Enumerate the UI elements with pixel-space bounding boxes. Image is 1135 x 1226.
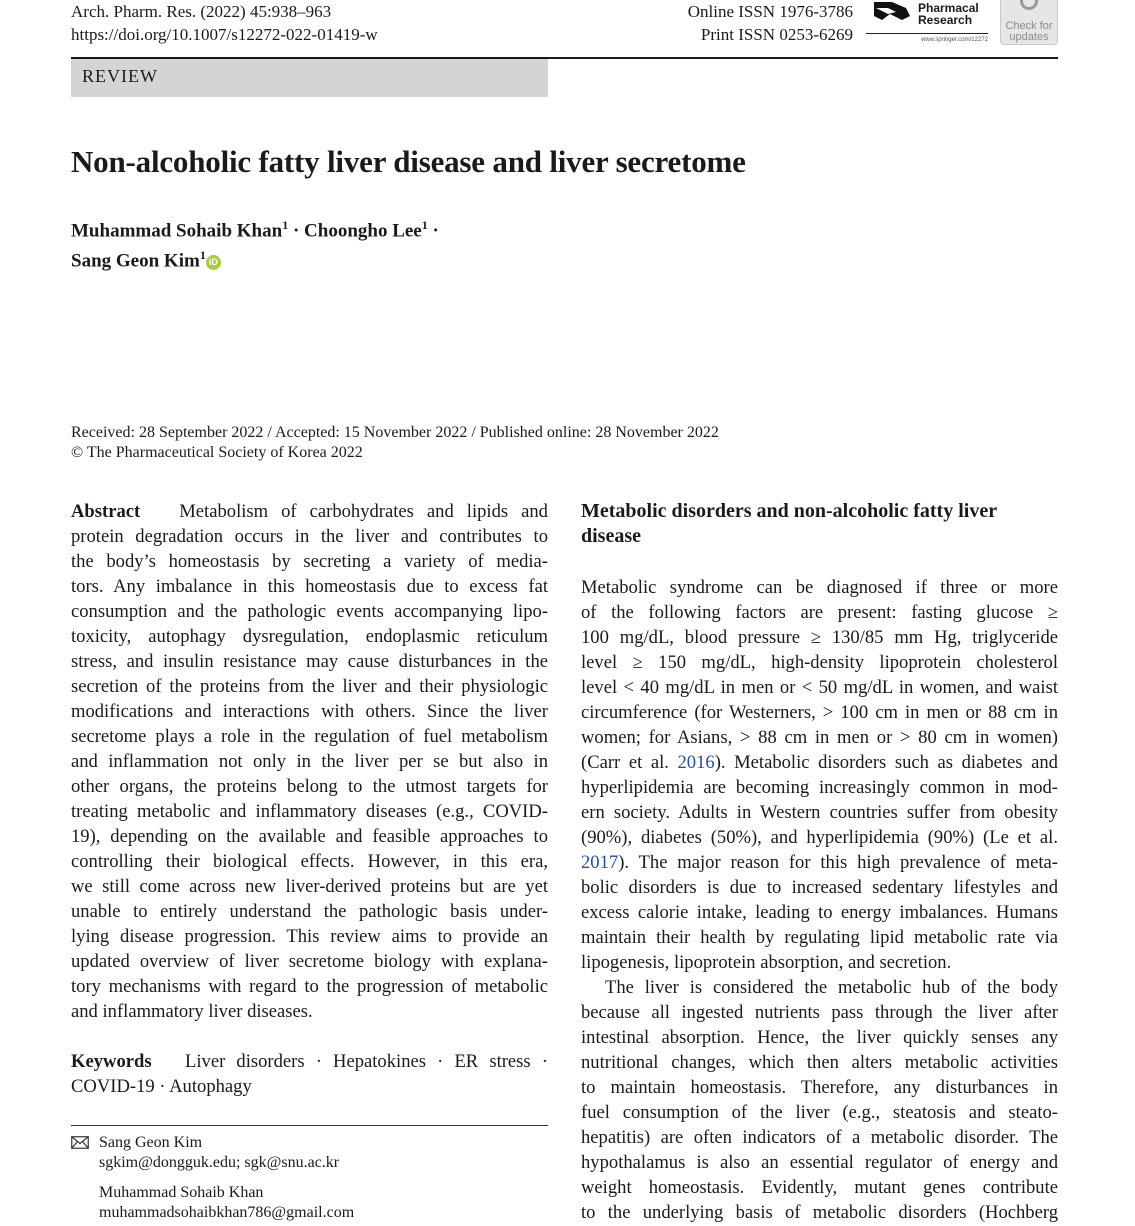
abstract-line: protein degradation occurs in the liver and contributes to: [71, 526, 548, 547]
abstract-line: other organs, the proteins belong to the utmost targets for: [71, 776, 548, 797]
body-line: bolic disorders is due to increased sedentary lifestyles and: [581, 877, 1058, 898]
section-body: [581, 575, 1058, 1225]
doi-link[interactable]: https://doi.org/10.1007/s12272-022-01419-w: [71, 25, 378, 44]
body-line: fuel consumption of the liver (e.g., steatosis and steato-: [581, 1102, 1058, 1123]
body-line: because all ingested nutrients pass through the liver after: [581, 1002, 1058, 1023]
citation-link[interactable]: 2017: [581, 852, 619, 873]
body-line: ern society. Adults in Western countries suffer from obesity: [581, 802, 1058, 823]
check-updates-icon: [1020, 0, 1038, 10]
abstract-line: Abstract Metabolism of carbohydrates and lipids and: [71, 501, 548, 522]
orcid-icon[interactable]: iD: [206, 255, 221, 270]
body-line: level < 40 mg/dL in men or < 50 mg/dL in women, and waist: [581, 677, 1058, 698]
print-issn: Print ISSN 0253-6269: [700, 25, 853, 44]
copyright-line: © The Pharmaceutical Society of Korea 2022: [71, 444, 363, 461]
keywords-label: Keywords: [71, 1051, 152, 1072]
abstract-line: treating metabolic and inflammatory diseases (e.g., COVID-: [71, 801, 548, 822]
body-line: 100 mg/dL, blood pressure ≥ 130/85 mm Hg, triglyceride: [581, 627, 1058, 648]
article-title: Non-alcoholic fatty liver disease and liver secretome: [71, 144, 746, 179]
second-contact: [99, 1183, 354, 1223]
body-line: to maintain homeostasis. Therefore, any disturbances in: [581, 1077, 1058, 1098]
abstract-line: we still come across new liver-derived proteins but are yet: [71, 876, 548, 897]
logo-divider: [866, 33, 988, 34]
body-line: The liver is considered the metabolic hub of the body: [605, 977, 1058, 998]
abstract-line: consumption and the pathologic events accompanying lipo-: [71, 601, 548, 622]
affiliation-marker: 1: [282, 218, 289, 232]
abstract-line: lying disease progression. This review aims to provide an: [71, 926, 548, 947]
body-line: maintain their health by regulating lipid metabolic rate via: [581, 927, 1058, 948]
keywords-line: COVID-19 · Autophagy: [71, 1076, 252, 1097]
author-name[interactable]: Sang Geon Kim: [71, 250, 200, 272]
body-line: circumference (for Westerners, > 100 cm in men or 88 cm in: [581, 702, 1058, 723]
body-line: hypothalamus is also an essential regulator of energy and: [581, 1152, 1058, 1173]
footnote-rule: [71, 1125, 548, 1126]
body-line: nutritional changes, which then alters metabolic activities: [581, 1052, 1058, 1073]
body-line: of the following factors are present: fasting glucose ≥: [581, 602, 1058, 623]
affiliation-marker: 1: [421, 218, 428, 232]
keywords-line: Keywords Liver disorders · Hepatokines · ER stress ·: [71, 1051, 548, 1072]
affiliation-marker: 1: [199, 248, 206, 263]
abstract-line: tors. Any imbalance in this homeostasis due to excess fat: [71, 576, 548, 597]
journal-header: [71, 0, 378, 46]
abstract-line: and inflammatory liver diseases.: [71, 1001, 313, 1022]
author-name[interactable]: Choongho Lee: [304, 220, 422, 242]
body-line: level ≥ 150 mg/dL, high-density lipoprotein cholesterol: [581, 652, 1058, 673]
author-separator: ·: [288, 220, 305, 242]
abstract-line: modifications and interactions with others. Since the liver: [71, 701, 548, 722]
author-list: [71, 213, 439, 274]
history-dates: Received: 28 September 2022 / Accepted: 15 November 2022 / Published online: 28 November 2022: [71, 424, 719, 441]
check-updates-label: Check for updates: [1005, 20, 1053, 43]
body-line: (Carr et al. 2016). Metabolic disorders such as diabetes and: [581, 752, 1058, 773]
keywords: [71, 1049, 548, 1099]
abstract-line: updated overview of liver secretome biology with explana-: [71, 951, 548, 972]
body-line: weight homeostasis. Evidently, mutant genes contribute: [581, 1177, 1058, 1198]
publication-dates: [71, 423, 719, 463]
body-line: women; for Asians, > 88 cm in men or > 80 cm in women): [581, 727, 1058, 748]
section-heading: Metabolic disorders and non-alcoholic fatty liver disease: [581, 500, 998, 547]
contact-email[interactable]: muhammadsohaibkhan786@gmail.com: [99, 1204, 355, 1221]
body-line: to the underlying basis of metabolic disorders (Hochberg: [581, 1202, 1058, 1223]
abstract-line: toxicity, autophagy dysregulation, endoplasmic reticulum: [71, 626, 548, 647]
envelope-icon: [71, 1136, 89, 1149]
abstract-label: Abstract: [71, 501, 141, 522]
abstract-line: secretion of the proteins from the liver and their physiologic: [71, 676, 548, 697]
contact-name: Sang Geon Kim: [99, 1134, 203, 1151]
journal-citation: Arch. Pharm. Res. (2022) 45:938–963: [71, 2, 332, 21]
author-separator: ·: [427, 220, 439, 242]
corresponding-author: [99, 1133, 339, 1173]
body-line: Metabolic syndrome can be diagnosed if three or more: [581, 577, 1058, 598]
body-line: intestinal absorption. Hence, the liver quickly senses any: [581, 1027, 1058, 1048]
body-line: excess calorie intake, leading to energy imbalances. Humans: [581, 902, 1058, 923]
body-line: hepatitis) are often indicators of a metabolic disorder. The: [581, 1127, 1058, 1148]
abstract-line: and inflammation not only in the liver per se but also in: [71, 751, 548, 772]
abstract-line: secretome plays a role in the regulation of fuel metabolism: [71, 726, 548, 747]
body-line: 2017). The major reason for this high prevalence of meta-: [581, 852, 1058, 873]
article-type-label: REVIEW: [82, 66, 158, 86]
check-for-updates-button[interactable]: [1000, 0, 1058, 45]
abstract-line: unable to entirely understand the pathologic basis under-: [71, 901, 548, 922]
abstract-line: controlling their biological effects. However, in this era,: [71, 851, 548, 872]
contact-email[interactable]: sgkim@dongguk.edu; sgk@snu.ac.kr: [99, 1154, 340, 1171]
logo-url[interactable]: www.springer.com/12272: [920, 37, 988, 43]
body-line: lipogenesis, lipoprotein absorption, and secretion.: [581, 952, 952, 973]
contact-name: Muhammad Sohaib Khan: [99, 1184, 264, 1201]
author-name[interactable]: Muhammad Sohaib Khan: [71, 220, 283, 242]
citation-link[interactable]: 2016: [677, 752, 715, 773]
abstract-line: the body’s homeostasis by secreting a variety of media-: [71, 551, 548, 572]
online-issn: Online ISSN 1976-3786: [687, 2, 853, 21]
body-line: hyperlipidemia are becoming increasingly common in mod-: [581, 777, 1058, 798]
abstract: [71, 499, 548, 1024]
body-line: (90%), diabetes (50%), and hyperlipidemia (90%) (Le et al.: [581, 827, 1058, 848]
abstract-line: 19), depending on the available and feasible approaches to: [71, 826, 548, 847]
abstract-line: tory mechanisms with regard to the progression of metabolic: [71, 976, 548, 997]
abstract-line: stress, and insulin resistance may cause disturbances in the: [71, 651, 548, 672]
issn-block: [620, 0, 853, 46]
journal-logo-text: Pharmacal Research: [918, 1, 979, 27]
